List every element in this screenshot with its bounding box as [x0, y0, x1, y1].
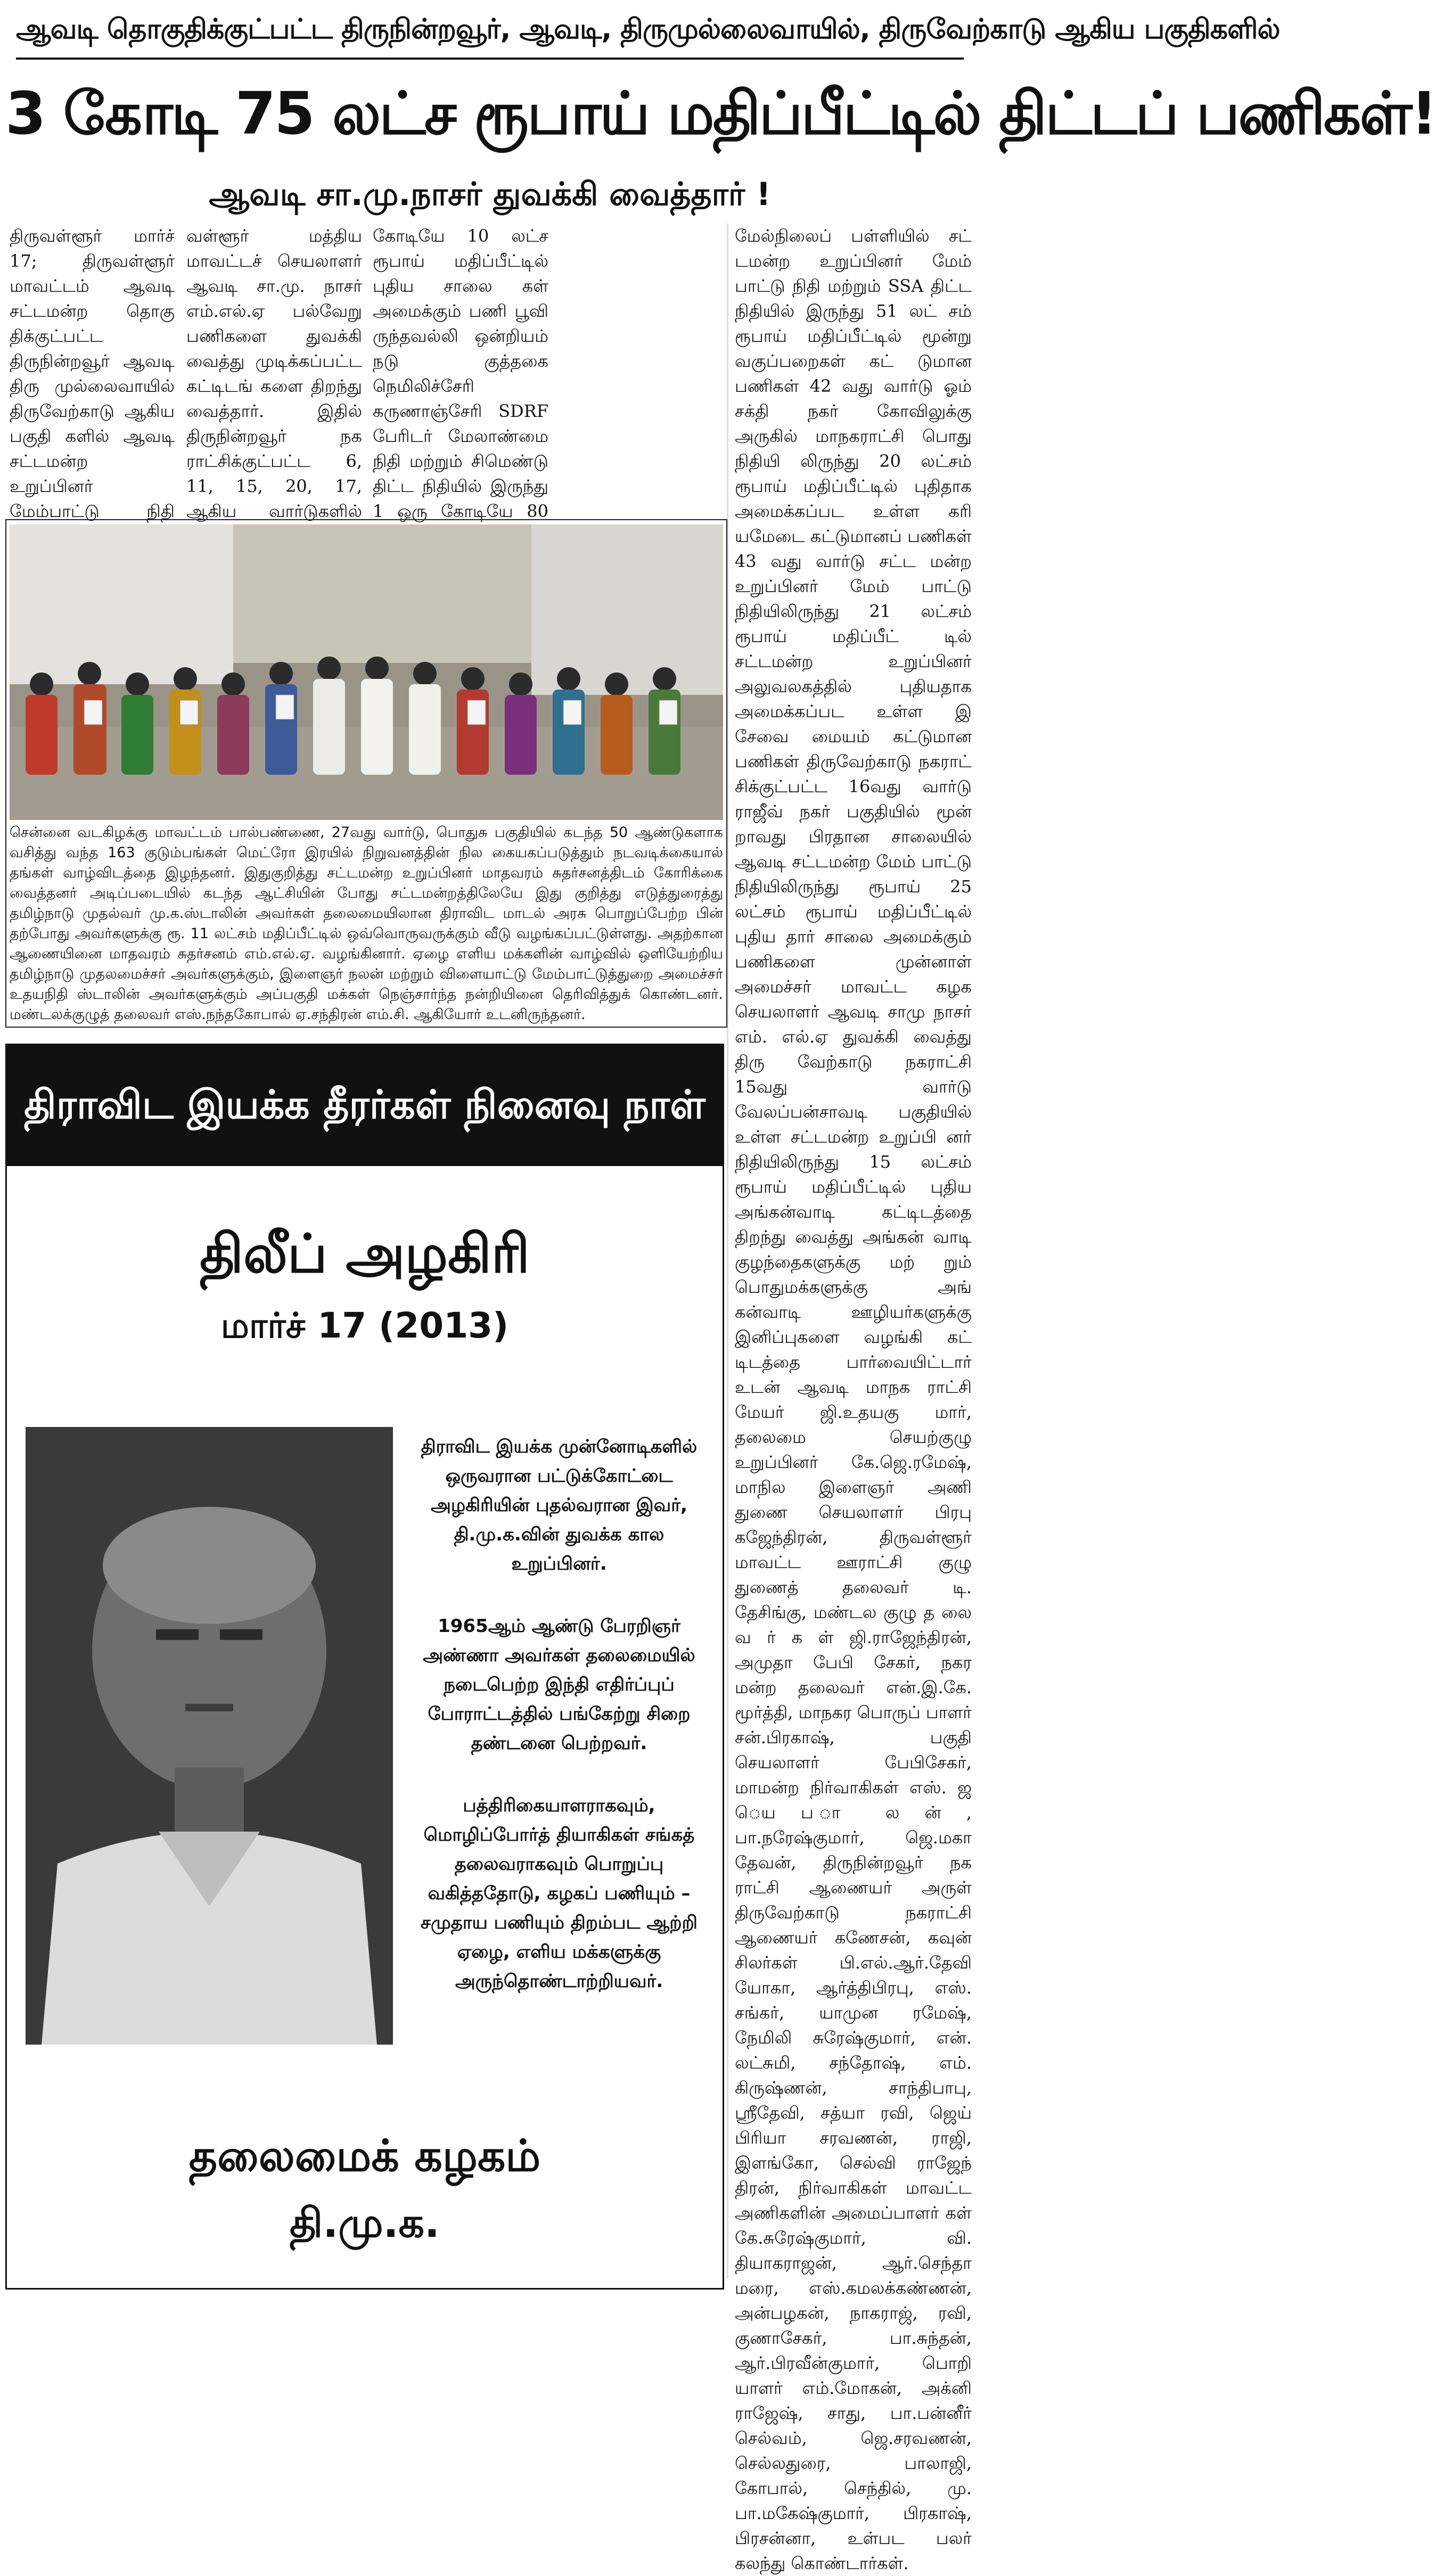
portrait-photo: [26, 1427, 393, 2045]
biography-paragraph-2: 1965ஆம் ஆண்டு பேரறிஞர் அண்ணா அவர்கள் தலைமையில் நடைபெற்ற இந்தி எதிர்ப்புப் போராட்டத்தில் பங்கேற்று சிறை தண்டனை பெற்றவர்.: [423, 1615, 695, 1754]
subheadline: ஆவடி சா.மு.நாசர் துவக்கி வைத்தார் !: [209, 176, 771, 213]
portrait-illustration: [26, 1427, 393, 2045]
article-column-1: திருவள்ளூர் மார்ச் 17; திருவள்ளூர் மாவட்டம் ஆவடி சட்டமன்ற தொகு திக்குட்பட்ட திருநின்றவூர் ஆவடி திரு முல்லைவாயில் திருவேற்காடு ஆகிய பகுதி களில் ஆவடி சட்டமன்ற உறுப்பினர் மேம்பாட்டு நிதி: [10, 226, 175, 521]
biography-paragraph-1: திராவிட இயக்க முன்னோடிகளில் ஒருவரான பட்டுக்கோட்டை அழகிரியின் புதல்வரான இவர், தி.மு.க.வின் துவக்க கால உறுப்பினர்.: [421, 1436, 698, 1574]
tribute-signature-party: தி.மு.க.: [290, 2199, 440, 2246]
tribute-date: மார்ச் 17 (2013): [220, 1305, 509, 1346]
event-photo: [10, 524, 723, 820]
tribute-banner: திராவிட இயக்க தீரர்கள் நினைவு நாள்: [5, 1044, 724, 1166]
biography-paragraph-3: பத்திரிகையாளராகவும், மொழிப்போர்த் தியாகிகள் சங்கத் தலைவராகவும் பொறுப்பு வகித்ததோடு, கழகப் பணியும் – சமுதாய பணியும் திறம்பட ஆற்றி ஏழை, எளிய மக்களுக்கு அருந்தொண்டாற்றியவர்.: [421, 1795, 698, 1992]
article-column-4: மேல்நிலைப் பள்ளியில் சட் டமன்ற உறுப்பினர் மேம் பாட்டு நிதி மற்றும் SSA திட்ட நிதியில் இருந்து 51 லட் சம் ரூபாய் மதிப்பீட்டில் மூன்று வகுப்பறைகள் கட் டுமான பணிகள் 42 வது வார்டு ஓம் சக்தி நகர் கோவிலுக்கு அருகில் மாநகராட்சி பொது நிதியி லிருந்து 20 லட்சம் ரூபாய் மதிப்பீட்டில் புதிதாக அமைக்கப்பட உள்ள கரி யமேடை கட்டுமானப் பணிகள் 43 வது வார்டு சட்ட மன்ற உறுப்பினர் மேம் பாட்டு நிதியிலிருந்து 21 லட்சம் ரூபாய் மதிப்பீட் டில் சட்டமன்ற உறுப்பினர் அலுவலகத்தில் புதியதாக அமைக்கப்பட உள்ள இ சேவை மையம் கட்டுமான பணிகள் திருவேற்காடு நகராட் சிக்குட்பட்ட 16வது வார்டு ராஜீவ் நகர் பகுதியில் மூன் றாவது பிரதான சாலையில் ஆவடி சட்டமன்ற மேம் பாட்டு நிதியிலிருந்து ரூபாய் 25 லட்சம் ரூபாய் மதிப்பீட்டில் புதிய தார் சாலை அமைக்கும் பணிகளை முன்னாள் அமைச்சர் மாவட்ட கழக செயலாளர் ஆவடி சாமு நாசர் எம். எல்.ஏ துவக்கி வைத்து திரு வேற்காடு நகராட்சி 15வது வார்டு வேலப்பன்சாவடி பகுதியில் உள்ள சட்டமன்ற உறுப்பி னர் நிதியிலிருந்து 15 லட்சம் ரூபாய் மதிப்பீட்டில் புதிய அங்கன்வாடி கட்டிடத்தை திறந்து வைத்து அங்கன் வாடி குழந்தைகளுக்கு மற் றும் பொதுமக்களுக்கு அங் கன்வாடி ஊழியர்களுக்கு இனிப்புகளை வழங்கி கட் டிடத்தை பார்வையிட்டார் உடன் ஆவடி மாநக ராட்சி மேயர் ஜி.உதயகு மார், தலைமை செயற்குழு உறுப்பினர் கே.ஜெ.ரமேஷ், மாநில இளைஞர் அணி துணை செயலாளர் பிரபு கஜேந்திரன், திருவள்ளூர் மாவட்ட ஊராட்சி குழு துணைத் தலைவர் டி. தேசிங்கு, மண்டல குழு த லை வ ர் க ள் ஜி.ராஜேந்திரன், அமுதா பேபி சேகர், நகர மன்ற தலைவர் என்.இ.கே. மூர்த்தி, மாநகர பொருப் பாளர் சன்.பிரகாஷ், பகுதி செயலாளர் பேபிசேகர், மாமன்ற நிர்வாகிகள் எஸ். ஜ ெய ப ா ல ன் , பா.நரேஷ்குமார், ஜெ.மகா தேவன், திருநின்றவூர் நக ராட்சி ஆணையர் அருள் திருவேற்காடு நகராட்சி ஆணையர் கணேசன், கவுன் சிலர்கள் பி.எல்.ஆர்.தேவி யோகா, ஆர்த்திபிரபு, எஸ். சங்கர், யாமுன ரமேஷ், நேமிலி சுரேஷ்குமார், என். லட்சுமி, சந்தோஷ், எம். கிருஷ்ணன், சாந்திபாபு, ஸ்ரீதேவி, சத்யா ரவி, ஜெய் பிரியா சரவணன், ராஜி, இளங்கோ, செல்வி ராஜேந் திரன், நிர்வாகிகள் மாவட்ட அணிகளின் அமைப்பாளர் கள் கே.சுரேஷ்குமார், வி. தியாகராஜன், ஆர்.செந்தா மரை, எஸ்.கமலக்கண்ணன், அன்பழகன், நாகராஜ், ரவி, குணாசேகர், பா.சுந்தன், ஆர்.பிரவீன்குமார், பொறி யாளர் எம்.மோகன், அக்னி ராஜேஷ், சாது, பா.பன்னீர் செல்வம், ஜெ.சரவணன், செல்லதுரை, பாலாஜி, கோபால், செந்தில், மு. பா.மகேஷ்குமார், பிரகாஷ், பிரசன்னா, உள்பட பலர் கலந்து கொண்டார்கள்.: [735, 226, 972, 2573]
photo-caption: சென்னை வடகிழக்கு மாவட்டம் பால்பண்ணை, 27வது வார்டு, பொதுசு பகுதியில் கடந்த 50 ஆண்டுகளாக வசித்து வந்த 163 குடும்பங்கள் மெட்ரோ இரயில் நிறுவனத்தின் நில கையகப்படுத்தும் நடவடிக்கையால் தங்கள் வாழ்விடத்தை இழந்தனர். இதுகுறித்து சட்டமன்ற உறுப்பினர் மாதவரம் சுதர்சனத்திடம் கோரிக்கை வைத்தனர் அடிப்படையில் கடந்த ஆட்சியின் போது சட்டமன்றத்திலேயே இது குறித்து எடுத்துரைத்து தமிழ்நாடு முதல்வர் மு.க.ஸ்டாலின் அவர்கள் தலைமையிலான திராவிட மாடல் அரசு பொறுப்பேற்ற பின் தற்போது அவர்களுக்கு ரூ. 11 லட்சம் மதிப்பீட்டில் ஒவ்வொருவருக்கும் வீடு வழங்கப்பட்டுள்ளது. அதற்கான ஆணையினை மாதவரம் சுதர்சனம் எம்.எல்.ஏ. வழங்கினார். ஏழை எளிய மக்களின் வாழ்வில் ஒளியேற்றிய தமிழ்நாடு முதலமைச்சர் அவர்களுக்கும், இளைஞர் நலன் மற்றும் விளையாட்டு மேம்பாட்டுத்துறை அமைச்சர் உதயநிதி ஸ்டாலின் அவர்களுக்கும் அப்பகுதி மக்கள் நெஞ்சார்ந்த நன்றியினை தெரிவித்துக் கொண்டனர். மண்டலக்குழுத் தலைவர் எஸ்.நந்தகோபால் ஏ.சந்திரன் எம்.சி. ஆகியோர் உடனிருந்தனர்.: [10, 824, 723, 1023]
divider: [16, 58, 964, 60]
tribute-biography: [405, 1432, 713, 2029]
headline: 3 கோடி 75 லட்ச ரூபாய் மதிப்பீட்டில் திட்டப் பணிகள்!: [5, 79, 1436, 147]
tribute-signature-headquarters: தலைமைக் கழகம்: [188, 2131, 541, 2181]
article-column-3: கோடியே 10 லட்ச ரூபாய் மதிப்பீட்டில் புதிய சாலை கள் அமைக்கும் பணி பூவி ருந்தவல்லி ஒன்றியம் நடு குத்தகை நெமிலிச்சேரி கருணாஞ்சேரி SDRF பேரிடர் மேலாண்மை நிதி மற்றும் சிமெண்டு திட்ட நிதியில் இருந்து 1 ஒரு கோடியே 80: [373, 226, 548, 521]
article-column-2: வள்ளூர் மத்திய மாவட்டச் செயலாளர் ஆவடி சா.மு. நாசர் எம்.எல்.ஏ பல்வேறு பணிகளை துவக்கி வைத்து முடிக்கப்பட்ட கட்டிடங் களை திறந்து வைத்தார். இதில் திருநின்றவூர் நக ராட்சிக்குட்பட்ட 6, 11, 15, 20, 17, ஆகிய வார்டுகளில்: [186, 226, 362, 521]
group-photo-illustration: [10, 524, 723, 820]
tribute-name: திலீப் அழகிரி: [200, 1223, 530, 1285]
kicker-line: ஆவடி தொகுதிக்குட்பட்ட திருநின்றவூர், ஆவடி, திருமுல்லைவாயில், திருவேற்காடு ஆகிய பகுதிகளில்: [16, 13, 1280, 45]
